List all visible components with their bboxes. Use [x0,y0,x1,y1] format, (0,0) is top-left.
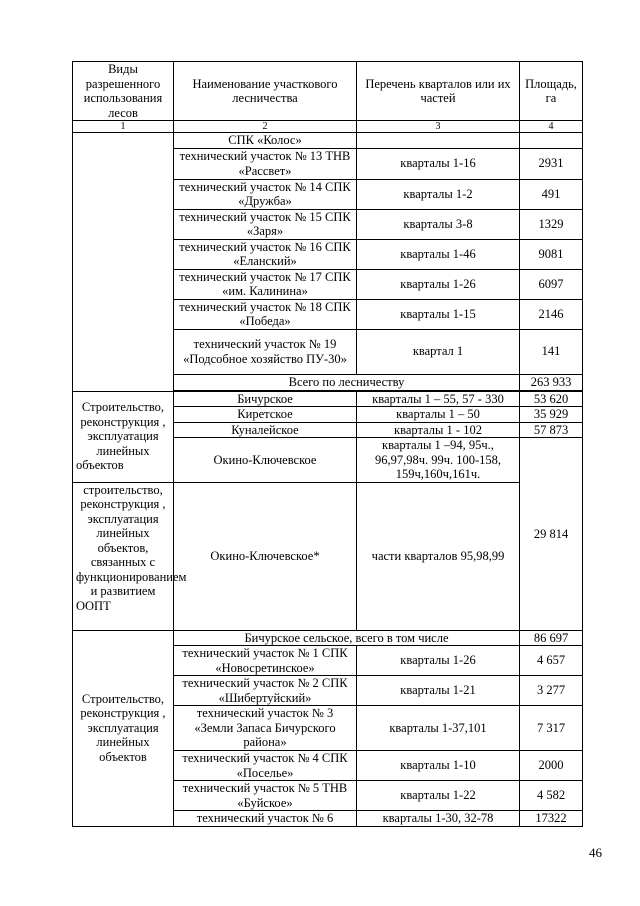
use-type-cell-empty [73,133,174,392]
row-quarters: кварталы 1-37,101 [357,706,520,751]
row-quarters: кварталы 1-26 [357,269,520,299]
row-area: 4 657 [520,646,583,676]
row-quarters: кварталы 1 – 50 [357,407,520,423]
column-number: 2 [174,121,357,133]
row-quarters: кварталы 1-22 [357,781,520,811]
header-forestry-name: Наименование участкового лесничества [174,62,357,121]
row-quarters: кварталы 1 –94, 95ч., 96,97,98ч. 99ч. 100-158, 159ч,160ч,161ч. [357,438,520,483]
row-quarters: кварталы 1-30, 32-78 [357,811,520,827]
row-name: технический участок № 5 ТНВ «Буйское» [174,781,357,811]
row-area: 3 277 [520,676,583,706]
row-quarters: части кварталов 95,98,99 [357,482,520,630]
row-quarters: кварталы 1 - 102 [357,422,520,438]
row-area-empty [520,133,583,149]
use-type-cell: строительство, реконструкция , эксплуатация линейных объектов, связанных с функционированием и развитием ООПТ [73,482,174,630]
row-quarters: кварталы 3-8 [357,209,520,239]
row-name: Бичурское [174,391,357,407]
row-quarters: кварталы 1-26 [357,646,520,676]
row-name: технический участок № 4 СПК «Поселье» [174,751,357,781]
use-type-cell: Строительство, реконструкция , эксплуатация линейных объектов [73,630,174,826]
row-name: технический участок № 1 СПК «Новосретинское» [174,646,357,676]
header-row [73,62,583,121]
row-name: технический участок № 6 [174,811,357,827]
row-quarters: кварталы 1-16 [357,148,520,179]
row-area: 2000 [520,751,583,781]
use-type-cell: Строительство, реконструкция , эксплуатация линейных объектов [73,391,174,482]
row-area: 35 929 [520,407,583,423]
row-area: 53 620 [520,391,583,407]
table-row [73,133,583,149]
total-area: 263 933 [520,374,583,390]
row-quarters-empty [357,133,520,149]
row-quarters: кварталы 1-15 [357,299,520,329]
row-quarters: квартал 1 [357,329,520,374]
total-label: Всего по лесничеству [174,374,520,390]
row-quarters: кварталы 1-10 [357,751,520,781]
row-area: 86 697 [520,630,583,646]
row-name: Окино-Ключевское [174,438,357,483]
row-name: технический участок № 3 «Земли Запаса Бичурского района» [174,706,357,751]
table-row [73,482,583,630]
row-name: технический участок № 14 СПК «Дружба» [174,179,357,209]
row-area: 1329 [520,209,583,239]
row-name: технический участок № 15 СПК «Заря» [174,209,357,239]
row-area: 141 [520,329,583,374]
forest-use-table [72,61,583,827]
column-number-row [73,121,583,133]
row-name: технический участок № 18 СПК «Победа» [174,299,357,329]
page-number: 46 [589,845,602,860]
column-number: 4 [520,121,583,133]
row-name: технический участок № 19 «Подсобное хозяйство ПУ-30» [174,329,357,374]
section-title: Бичурское сельское, всего в том числе [174,630,520,646]
row-area: 2146 [520,299,583,329]
row-name: Киретское [174,407,357,423]
row-name: технический участок № 13 ТНВ «Рассвет» [174,148,357,179]
row-quarters: кварталы 1-21 [357,676,520,706]
row-area: 4 582 [520,781,583,811]
header-area: Площадь, га [520,62,583,121]
header-use-type: Виды разрешенного использования лесов [73,62,174,121]
row-area: 57 873 [520,422,583,438]
row-area: 9081 [520,239,583,269]
row-area: 17322 [520,811,583,827]
row-area: 491 [520,179,583,209]
column-number: 1 [73,121,174,133]
row-name: технический участок № 2 СПК «Шибертуйский» [174,676,357,706]
row-name: СПК «Колос» [174,133,357,149]
table-row [73,391,583,407]
row-area: 6097 [520,269,583,299]
row-name: технический участок № 16 СПК «Еланский» [174,239,357,269]
row-name: Куналейское [174,422,357,438]
row-quarters: кварталы 1 – 55, 57 - 330 [357,391,520,407]
row-quarters: кварталы 1-2 [357,179,520,209]
column-number: 3 [357,121,520,133]
table-row [73,630,583,646]
row-quarters: кварталы 1-46 [357,239,520,269]
header-quarters: Перечень кварталов или их частей [357,62,520,121]
row-area: 2931 [520,148,583,179]
merged-area: 29 814 [520,438,583,631]
row-name: технический участок № 17 СПК «им. Калинина» [174,269,357,299]
row-area: 7 317 [520,706,583,751]
row-name: Окино-Ключевское* [174,482,357,630]
